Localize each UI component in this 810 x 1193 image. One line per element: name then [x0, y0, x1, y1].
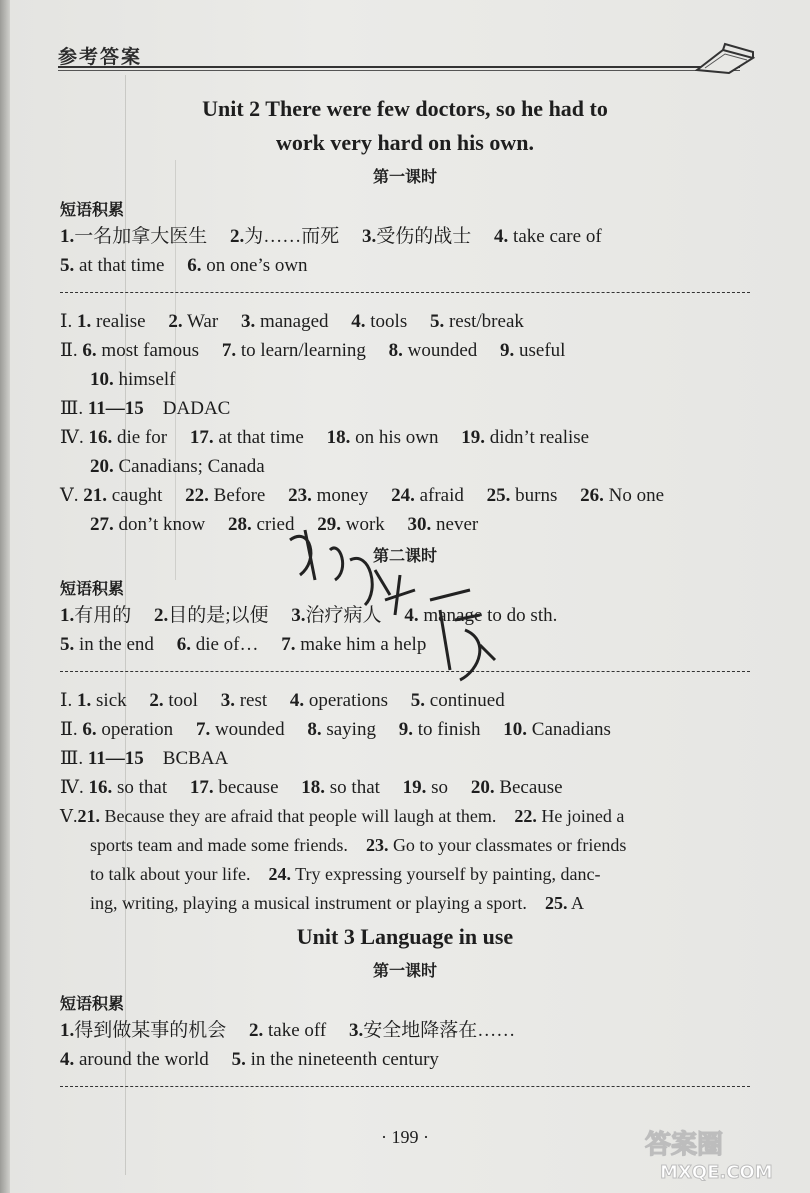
answer-line: 10. himself	[90, 369, 176, 390]
answer-line: to talk about your life. 24. Try expressing yourself by painting, danc-	[90, 864, 601, 884]
unit2-title-line1: Unit 2 There were few doctors, so he had to	[202, 96, 608, 121]
phrase-section-label: 短语积累	[60, 579, 125, 598]
answer-item: 3.受伤的战士	[362, 226, 472, 247]
watermark-domain: MXQE.COM	[660, 1162, 773, 1183]
lesson-heading: 第一课时	[372, 961, 437, 980]
unit2-title-line2: work very hard on his own.	[276, 130, 534, 155]
answer-line: Ⅰ. 1. sick 2. tool 3. rest 4. operations 5. continued	[60, 690, 505, 711]
phrase-line: 5. in the end 6. die of… 7. make him a help	[60, 634, 427, 655]
answer-line: Ⅰ. 1. realise 2. War 3. managed 4. tools 5. rest/break	[60, 311, 524, 332]
watermark-logo	[640, 1123, 790, 1183]
lesson-heading: 第二课时	[372, 546, 437, 565]
answer-line: Ⅴ.21. Because they are afraid that people will laugh at them. 22. He joined a	[60, 806, 625, 826]
phrase-line: 4. around the world 5. in the nineteenth century	[60, 1049, 439, 1070]
book-icon	[695, 40, 755, 74]
answer-line: Ⅲ. 11—15 DADAC	[60, 398, 231, 419]
unit3-title: Unit 3 Language in use	[296, 924, 514, 949]
answer-line: 20. Canadians; Canada	[90, 456, 265, 477]
watermark-text: 答案圈	[645, 1130, 724, 1160]
header-tab-label: 参考答案	[58, 46, 143, 68]
answer-item: 5. at that time	[60, 255, 165, 276]
answer-line: 27. don’t know 28. cried 29. work 30. never	[90, 514, 479, 535]
phrase-line: 1.有用的 2.目的是;以便 3.治疗病人 4. manage to do sth.	[60, 605, 558, 626]
header-rule	[58, 66, 740, 71]
answer-line: Ⅴ. 21. caught 22. Before 23. money 24. afraid 25. burns 26. No one	[60, 485, 665, 506]
phrase-section-label: 短语积累	[60, 200, 125, 219]
page-binding-shadow	[0, 0, 10, 1193]
lesson-heading: 第一课时	[372, 167, 437, 186]
answer-line: Ⅱ. 6. operation 7. wounded 8. saying 9. to finish 10. Canadians	[60, 719, 611, 740]
phrase-line	[60, 222, 750, 251]
answer-item: 4. take care of	[494, 226, 602, 247]
answer-line: Ⅳ. 16. die for 17. at that time 18. on his own 19. didn’t realise	[60, 427, 590, 448]
answer-item: 1.一名加拿大医生	[60, 226, 208, 247]
phrase-section-label: 短语积累	[60, 994, 125, 1013]
answer-line: Ⅱ. 6. most famous 7. to learn/learning 8. wounded 9. useful	[60, 340, 566, 361]
answer-item: 2.为……而死	[230, 226, 340, 247]
answer-line: sports team and made some friends. 23. Go to your classmates or friends	[90, 835, 627, 855]
dashed-divider	[60, 1086, 750, 1087]
answer-line: Ⅲ. 11—15 BCBAA	[60, 748, 229, 769]
phrase-line: 1.得到做某事的机会 2. take off 3.安全地降落在……	[60, 1020, 516, 1041]
phrase-line	[60, 251, 750, 280]
answer-item: 6. on one’s own	[187, 255, 308, 276]
answer-line: Ⅳ. 16. so that 17. because 18. so that 19. so 20. Because	[60, 777, 563, 798]
handwritten-scribble	[280, 520, 510, 690]
page-number: · 199 ·	[381, 1127, 429, 1147]
answer-line: ing, writing, playing a musical instrument or playing a sport. 25. A	[90, 893, 584, 913]
dashed-divider	[60, 292, 750, 293]
